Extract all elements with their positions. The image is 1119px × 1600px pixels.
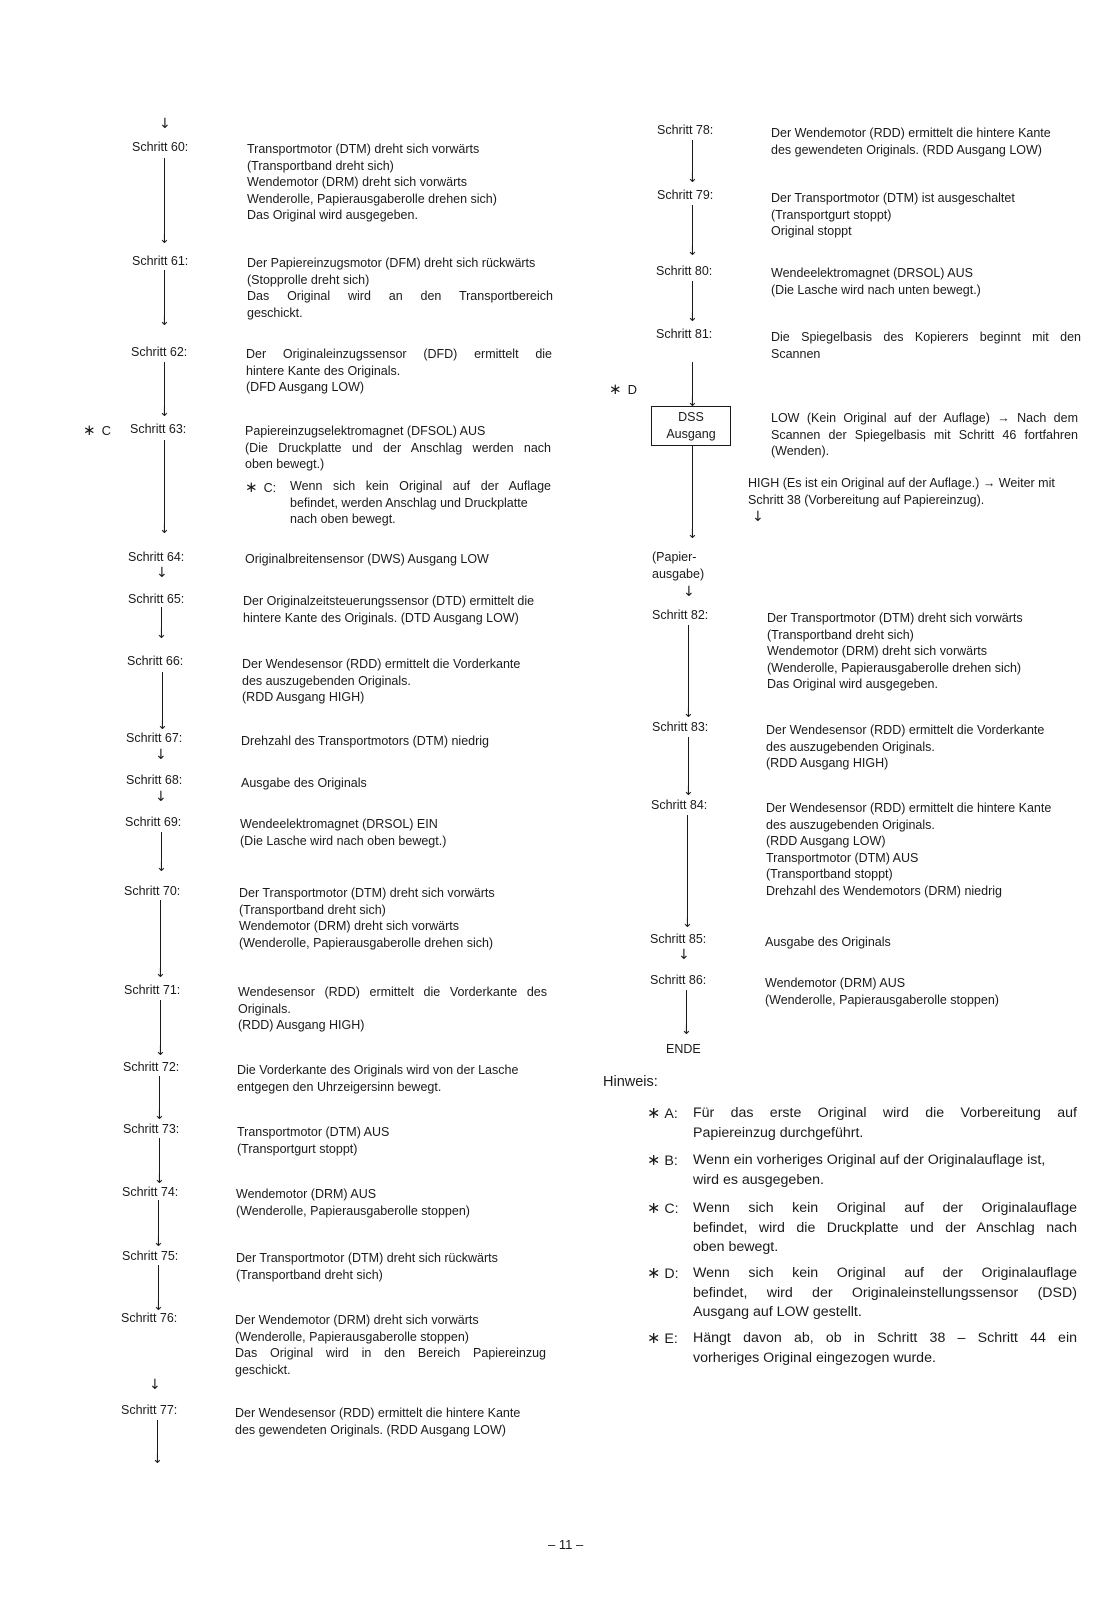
step-note: Wenn sich kein Original auf der Auflage befindet, werden Anschlag und Druckplatte nach oben bewegt. — [290, 479, 551, 526]
step-label: Schritt 71: — [124, 983, 181, 997]
manual-page: ↓ Schritt 60: Transportmotor (DTM) dreht sich vorwärts (Transportband dreht sich) Wendemotor (DRM) dreht sich vorwärts Wenderolle, Papierausgaberolle drehen sich) Das Original wird ausgegeben. ↓ Schritt 61: Der Papiereinzugsmotor (DFM) dreht sich rückwärts (Stopprolle dreht sich) Das Original wird an den Transportbereich geschickt. ↓ Schritt 62: Der Originaleinzugssensor (DFD) ermittelt die hintere Kante des Originals. (DFD Ausgang LOW) ↓ ∗ C Schritt 63: Papiereinzugselektromagnet (DFSOL) AUS (Die Druckplatte und der Anschlag werden nach oben bewegt.) ∗ C: Wenn sich kein Original auf der Auflage befindet, werden Anschlag und Druckplatte nach oben bewegt. ↓ Schritt 64: Originalbreitensensor (DWS) Ausgang LOW ↓ Schritt 65: Der Originalzeitsteuerungssensor (DTD) ermittelt die hintere Kante des Originals. (DTD Ausgang LOW) ↓ Schritt 66: Der Wendesensor (RDD) ermittelt die Vorderkante des auszugebenden Originals. (RDD Ausgang HIGH) ↓ Schritt 67: Drehzahl des Transportmotors (DTM) niedrig ↓ Schritt 68: Ausgabe des Originals ↓ Schritt 69: Wendeelektromagnet (DRSOL) EIN (Die Lasche wird nach oben bewegt.) ↓ Schritt 70: Der Transportmotor (DTM) dreht sich vorwärts (Transportband dreht sich) Wendemotor (DRM) dreht sich vorwärts (Wenderolle, Papierausgaberolle drehen sich) ↓ Schritt 71: Wendesensor (RDD) ermittelt die Vorderkante des Originals. (RDD) Ausgang HIGH) ↓ Schritt 72: Die Vorderkante des Originals wird von der Lasche entgegen den Uhrzeigersinn bewegt. ↓ Schritt 73: Transportmotor (DTM) AUS (Transportgurt stoppt) ↓ Schritt 74: Wendemotor (DRM) AUS (Wenderolle, Papierausgaberolle stoppen) ↓ Schritt 75: Der Transportmotor (DTM) dreht sich rückwärts (Transportband dreht sich) ↓ Schritt 76: Der Wendemotor (DRM) dreht sich vorwärts (Wenderolle, Papierausgaberolle stoppen) Das Original wird in den Bereich Papiereinzug geschickt. ↓ Schritt 77: Der Wendesensor (RDD) ermittelt die hintere Kante des gewendeten Originals. (RDD Ausgang LOW) ↓ Schritt 78: Der Wendemotor (RDD) ermittelt die hintere Kante des gewendeten Originals. (RDD Ausgang LOW) ↓ Schritt 79: Der Transportmotor (DTM) ist ausgeschaltet (Transportgurt stoppt) Original stoppt ↓ Schritt 80: Wendeelektromagnet (DRSOL) AUS (Die Lasche wird nach unten bewegt.) ↓ Schritt 81: Die Spiegelbasis des Kopierers beginnt mit den Scannen ∗ D ↓ DSS Ausgang LOW (Kein Original auf der Auflage) → Nach dem Scannen der Spiegelbasis mit Schritt 46 fortfahren (Wenden). HIGH (Es ist ein Original auf der Auflage.) → Weiter mit Schritt 38 (Vorbereitung auf Papiereinzug). ↓ ↓ (Papier- ausgabe) ↓ Schritt 82: Der Transportmotor (DTM) dreht sich vorwärts (Transportband dreht sich) Wendemotor (DRM) dreht sich vorwärts (Wenderolle, Papierausgaberolle drehen sich) Das Original wird ausgegeben. ↓ Schritt 83: Der Wendesensor (RDD) ermittelt die Vorderkante des auszugebenden Originals. (RDD Ausgang HIGH) ↓ Schritt 84: Der Wendesensor (RDD) ermittelt die hintere Kante des auszugebenden Originals. (RDD Ausgang LOW) Transportmotor (DTM) AUS (Transportband stoppt) Drehzahl des Wendemotors (DRM) niedrig ↓ Schritt 85: Ausgabe des Originals ↓ Schritt 86: Wendemotor (DRM) AUS (Wenderolle, Papierausgaberolle stoppen) ↓ ENDE Hinweis: ∗ A: Für das erste Original wird die Vorbereitung auf Papiereinzug durchgeführt. ∗ B: Wenn ein vorheriges Original auf der Originalauflage ist, wird es ausgegeben. ∗ C: Wenn sich kein Original auf der Originalauflage befindet, wird die Druckplatte und der Anschlag nach oben bewegt. ∗ D: Wenn sich kein Original auf der Originalauflage befindet, wird der Originaleinstellungssensor (DSD) Ausgang auf LOW gestellt. ∗ E: Hängt davon ab, ob in Schritt 38 – Schritt 44 ein vorheriges Original eingezogen wurde. – 11 – — [0, 0, 1119, 1600]
step-label: Schritt 68: — [126, 773, 183, 787]
footnote-marker-d: ∗ D — [609, 381, 637, 398]
step-description: Die Spiegelbasis des Kopierers beginnt mit den Scannen — [771, 330, 1081, 361]
paper-exit-label: (Papier- ausgabe) — [652, 550, 705, 581]
step-description: Der Transportmotor (DTM) dreht sich vorwärts (Transportband dreht sich) Wendemotor (DRM) dreht sich vorwärts (Wenderolle, Papierausgaberolle drehen sich) — [239, 886, 495, 950]
note-item: ∗ E: Hängt davon ab, ob in Schritt 38 – Schritt 44 ein vorheriges Original eingezogen wurde. — [647, 1330, 1077, 1366]
step-label: Schritt 69: — [125, 815, 182, 829]
step-label: Schritt 84: — [651, 798, 708, 812]
dss-low-branch: LOW (Kein Original auf der Auflage) → Nach dem Scannen der Spiegelbasis mit Schritt 46 fortfahren (Wenden). — [771, 411, 1078, 458]
step-description: Der Transportmotor (DTM) ist ausgeschaltet (Transportgurt stoppt) Original stoppt — [771, 191, 1015, 238]
step-description: Der Transportmotor (DTM) dreht sich vorwärts (Transportband dreht sich) Wendemotor (DRM) dreht sich vorwärts (Wenderolle, Papierausgaberolle drehen sich) Das Original wird ausgegeben. — [767, 611, 1023, 691]
flow-arrow: ↓ — [156, 565, 168, 581]
step-description: Der Transportmotor (DTM) dreht sich rückwärts (Transportband dreht sich) — [236, 1251, 498, 1282]
footnote-marker-c: ∗ C: — [245, 479, 277, 496]
step-description: Originalbreitensensor (DWS) Ausgang LOW — [245, 552, 489, 566]
step-label: Schritt 77: — [121, 1403, 178, 1417]
step-description: Der Wendesensor (RDD) ermittelt die Vorderkante des auszugebenden Originals. (RDD Ausgang HIGH) — [766, 723, 1045, 770]
step-label: Schritt 72: — [123, 1060, 180, 1074]
flow-arrow: ↓ — [752, 509, 764, 525]
step-description: Wendeelektromagnet (DRSOL) AUS (Die Lasche wird nach unten bewegt.) — [771, 266, 981, 297]
step-label: Schritt 61: — [132, 254, 189, 268]
step-label: Schritt 80: — [656, 264, 713, 278]
step-label: Schritt 66: — [127, 654, 184, 668]
step-description: Der Wendesensor (RDD) ermittelt die hintere Kante des gewendeten Originals. (RDD Ausgang LOW) — [235, 1406, 521, 1437]
step-description: Der Wendesensor (RDD) ermittelt die Vorderkante des auszugebenden Originals. (RDD Ausgang HIGH) — [242, 657, 521, 704]
step-label: Schritt 62: — [131, 345, 188, 359]
step-description: Der Wendemotor (DRM) dreht sich vorwärts (Wenderolle, Papierausgaberolle stoppen) Das Original wird in den Bereich Papiereinzug geschickt. — [235, 1313, 546, 1377]
step-label: Schritt 79: — [657, 188, 714, 202]
footnote-marker-c: ∗ C — [83, 422, 111, 439]
step-description: Transportmotor (DTM) AUS (Transportgurt stoppt) — [237, 1125, 390, 1156]
step-label: Schritt 65: — [128, 592, 185, 606]
step-label: Schritt 82: — [652, 608, 709, 622]
dss-high-branch: HIGH (Es ist ein Original auf der Auflage.) → Weiter mit Schritt 38 (Vorbereitung auf Papiereinzug). — [748, 476, 1055, 507]
step-description: Der Wendemotor (RDD) ermittelt die hintere Kante des gewendeten Originals. (RDD Ausgang LOW) — [771, 126, 1051, 157]
step-description: Der Papiereinzugsmotor (DFM) dreht sich rückwärts (Stopprolle dreht sich) Das Original wird an den Transportbereich geschickt. — [247, 256, 553, 320]
step-description: Der Originalzeitsteuerungssensor (DTD) ermittelt die hintere Kante des Originals. (DTD Ausgang LOW) — [243, 594, 535, 625]
end-label: ENDE — [666, 1042, 701, 1056]
flow-arrow: ↓ — [159, 116, 171, 132]
step-label: Schritt 83: — [652, 720, 709, 734]
flow-arrow: ↓ — [155, 747, 167, 763]
step-label: Schritt 74: — [122, 1185, 179, 1199]
dss-decision-box: DSS Ausgang — [651, 406, 731, 446]
note-item: ∗ C: Wenn sich kein Original auf der Originalauflage befindet, wird die Druckplatte und der Anschlag nach oben bewegt. — [647, 1200, 1077, 1255]
step-label: Schritt 70: — [124, 884, 181, 898]
step-description: Ausgabe des Originals — [765, 935, 891, 949]
step-description: Papiereinzugselektromagnet (DFSOL) AUS (Die Druckplatte und der Anschlag werden nach oben bewegt.) — [245, 424, 551, 471]
flow-arrow: ↓ — [149, 1377, 161, 1393]
step-label: Schritt 63: — [130, 422, 187, 436]
flow-arrow: ↓ — [683, 584, 695, 600]
flow-arrow: ↓ — [678, 947, 690, 963]
notes-title: Hinweis: — [603, 1074, 658, 1090]
step-description: Drehzahl des Transportmotors (DTM) niedrig — [241, 734, 489, 748]
step-label: Schritt 75: — [122, 1249, 179, 1263]
step-label: Schritt 60: — [132, 140, 189, 154]
step-description: Transportmotor (DTM) dreht sich vorwärts (Transportband dreht sich) Wendemotor (DRM) dreht sich vorwärts Wenderolle, Papierausgaberolle drehen sich) Das Original wird ausgegeben. — [247, 142, 497, 222]
step-description: Der Wendesensor (RDD) ermittelt die hintere Kante des auszugebenden Originals. (RDD Ausgang LOW) Transportmotor (DTM) AUS (Transportband stoppt) Drehzahl des Wendemotors (DRM) niedrig — [766, 801, 1052, 898]
step-label: Schritt 73: — [123, 1122, 180, 1136]
flow-arrow: ↓ — [155, 789, 167, 805]
note-item: ∗ B: Wenn ein vorheriges Original auf der Originalauflage ist, wird es ausgegeben. — [647, 1152, 1046, 1188]
step-label: Schritt 67: — [126, 731, 183, 745]
note-item: ∗ A: Für das erste Original wird die Vorbereitung auf Papiereinzug durchgeführt. — [647, 1105, 1077, 1141]
step-label: Schritt 86: — [650, 973, 707, 987]
step-label: Schritt 64: — [128, 550, 185, 564]
note-item: ∗ D: Wenn sich kein Original auf der Originalauflage befindet, wird der Originaleinstellungssensor (DSD) Ausgang auf LOW gestellt. — [647, 1265, 1077, 1320]
page-number: – 11 – — [548, 1537, 584, 1552]
step-label: Schritt 76: — [121, 1311, 178, 1325]
step-description: Wendemotor (DRM) AUS (Wenderolle, Papierausgaberolle stoppen) — [765, 976, 999, 1007]
step-description: Wendesensor (RDD) ermittelt die Vorderkante des Originals. (RDD) Ausgang HIGH) — [238, 985, 547, 1032]
step-description: Der Originaleinzugssensor (DFD) ermittelt die hintere Kante des Originals. (DFD Ausgang LOW) — [246, 347, 552, 394]
step-description: Die Vorderkante des Originals wird von der Lasche entgegen den Uhrzeigersinn bewegt. — [237, 1063, 519, 1094]
step-label: Schritt 85: — [650, 932, 707, 946]
step-description: Ausgabe des Originals — [241, 776, 367, 790]
step-description: Wendeelektromagnet (DRSOL) EIN (Die Lasche wird nach oben bewegt.) — [240, 817, 447, 848]
step-label: Schritt 78: — [657, 123, 714, 137]
step-description: Wendemotor (DRM) AUS (Wenderolle, Papierausgaberolle stoppen) — [236, 1187, 470, 1218]
step-label: Schritt 81: — [656, 327, 713, 341]
